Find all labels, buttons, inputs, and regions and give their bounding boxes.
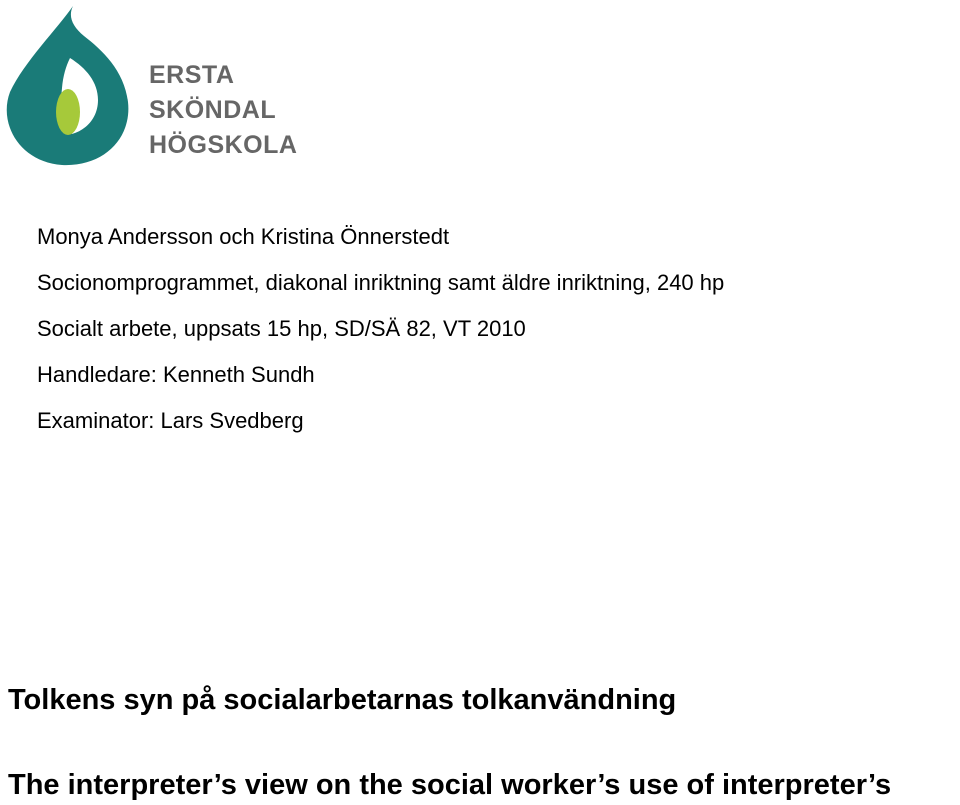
thesis-title-english: The interpreter’s view on the social worker’s use of interpreter’s	[8, 769, 892, 801]
program: Socionomprogrammet, diakonal inriktning samt äldre inriktning, 240 hp	[37, 270, 725, 295]
logo-text-line-1: ERSTA	[149, 61, 235, 89]
authors: Monya Andersson och Kristina Önnerstedt	[37, 224, 450, 249]
seed-shape	[56, 89, 80, 135]
ersta-skondal-logo	[0, 0, 320, 170]
logo-text-line-2: SKÖNDAL	[149, 96, 277, 124]
thesis-title-swedish: Tolkens syn på socialarbetarnas tolkanvändning	[8, 684, 677, 716]
examiner: Examinator: Lars Svedberg	[37, 408, 304, 433]
logo-text-line-3: HÖGSKOLA	[149, 131, 298, 159]
supervisor: Handledare: Kenneth Sundh	[37, 362, 315, 387]
course-info: Socialt arbete, uppsats 15 hp, SD/SÄ 82, VT 2010	[37, 316, 526, 341]
drop-icon	[0, 0, 140, 170]
